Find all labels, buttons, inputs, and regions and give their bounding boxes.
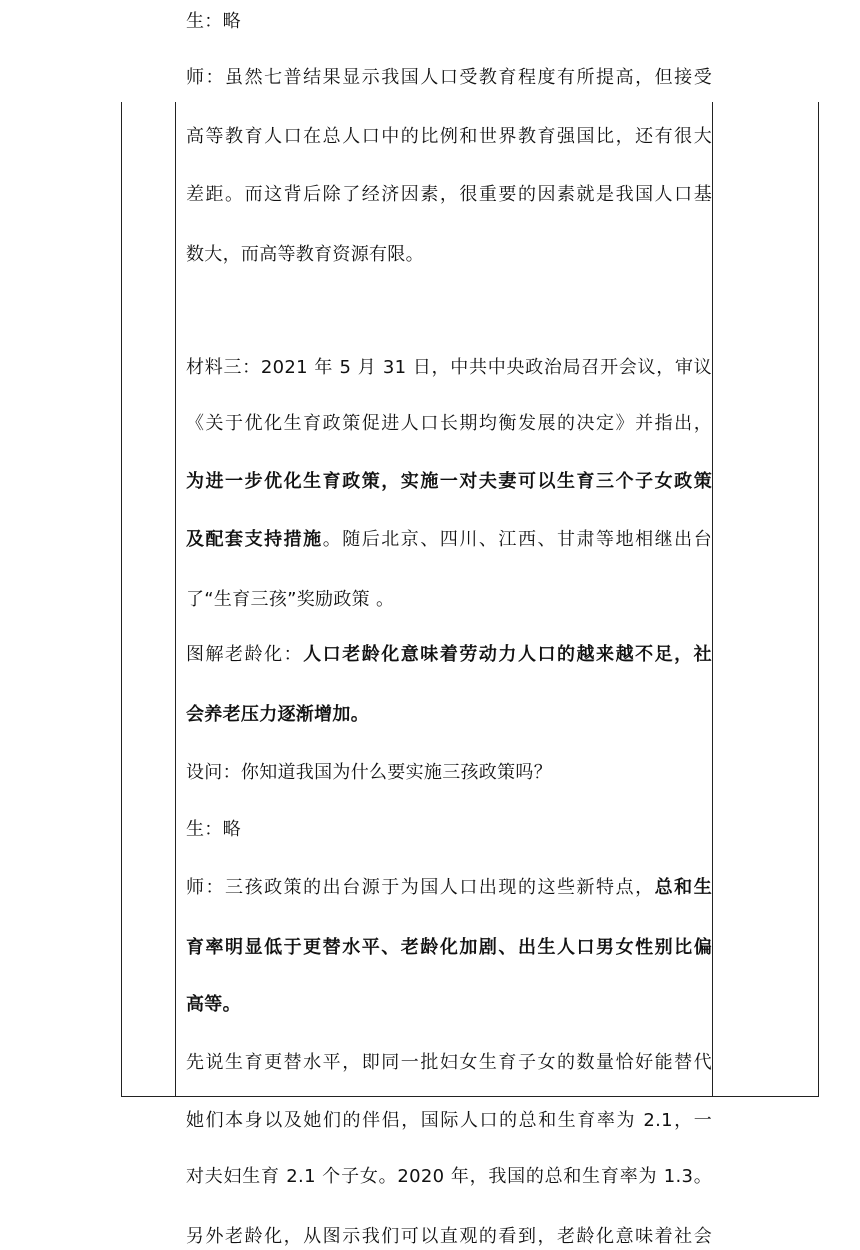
text-line [186,935,712,961]
text-run: 另外老龄化，从图示我们可以直观的看到，老龄化意味着社会 [186,1226,712,1247]
text-line [186,469,712,495]
text-run: 她们本身以及她们的伴侣，国际人口的总和生育率为 2.1，一 [186,1110,712,1131]
text-line [186,527,712,553]
text-line [186,817,712,843]
text-run: 材料三：2021 年 5 月 31 日，中共中央政治局召开会议，审议 [186,357,712,378]
bold-text-run: 会养老压力逐渐增加。 [186,704,369,725]
text-line [186,642,712,668]
text-run: 生：略 [186,11,241,32]
bold-text-run: 总和生 [654,877,712,898]
text-run: 设问：你知道我国为什么要实施三孩政策吗？ [186,762,552,783]
text-line [186,182,712,208]
bold-text-run: 为进一步优化生育政策，实施一对夫妻可以生育三个子女政策 [186,471,712,492]
text-run: 图解老龄化： [186,644,304,665]
text-run: 《关于优化生育政策促进人口长期均衡发展的决定》并指出， [186,413,712,434]
text-run: 先说生育更替水平，即同一批妇女生育子女的数量恰好能替代 [186,1052,712,1073]
text-line [186,702,712,728]
text-run: 师：虽然七普结果显示我国人口受教育程度有所提高，但接受 [186,67,712,88]
text-line [186,1164,712,1190]
text-run: 差距。而这背后除了经济因素，很重要的因素就是我国人口基 [186,184,712,205]
text-line [186,124,712,150]
text-line [186,992,712,1018]
text-line [186,875,712,901]
text-run: 了“生育三孩”奖励政策 。 [186,589,395,610]
text-run: 数大，而高等教育资源有限。 [186,244,424,265]
text-line [186,1224,712,1250]
bold-text-run: 高等。 [186,994,241,1015]
column-divider-right [712,102,713,1097]
text-line [186,760,712,786]
text-line [186,587,712,613]
text-line [186,242,712,268]
text-line [186,411,712,437]
text-run: 对夫妇生育 2.1 个子女。2020 年，我国的总和生育率为 1.3。 [186,1166,712,1187]
bold-text-run: 育率明显低于更替水平、老龄化加剧、出生人口男女性别比偏 [186,937,712,958]
text-line [186,1108,712,1134]
text-line [186,65,712,91]
text-run: 。随后北京、四川、江西、甘肃等地相继出台 [322,529,712,550]
text-line [186,1050,712,1076]
text-line [186,9,712,35]
bold-text-run: 及配套支持措施 [186,529,323,550]
text-line [186,355,712,381]
column-divider-left [175,102,176,1097]
bold-text-run: 人口老龄化意味着劳动力人口的越来越不足，社 [303,644,712,665]
text-run: 师：三孩政策的出台源于为国人口出现的这些新特点， [186,877,655,898]
text-run: 高等教育人口在总人口中的比例和世界教育强国比，还有很大 [186,126,712,147]
lesson-text-cell [186,11,712,1247]
text-run: 生：略 [186,819,241,840]
